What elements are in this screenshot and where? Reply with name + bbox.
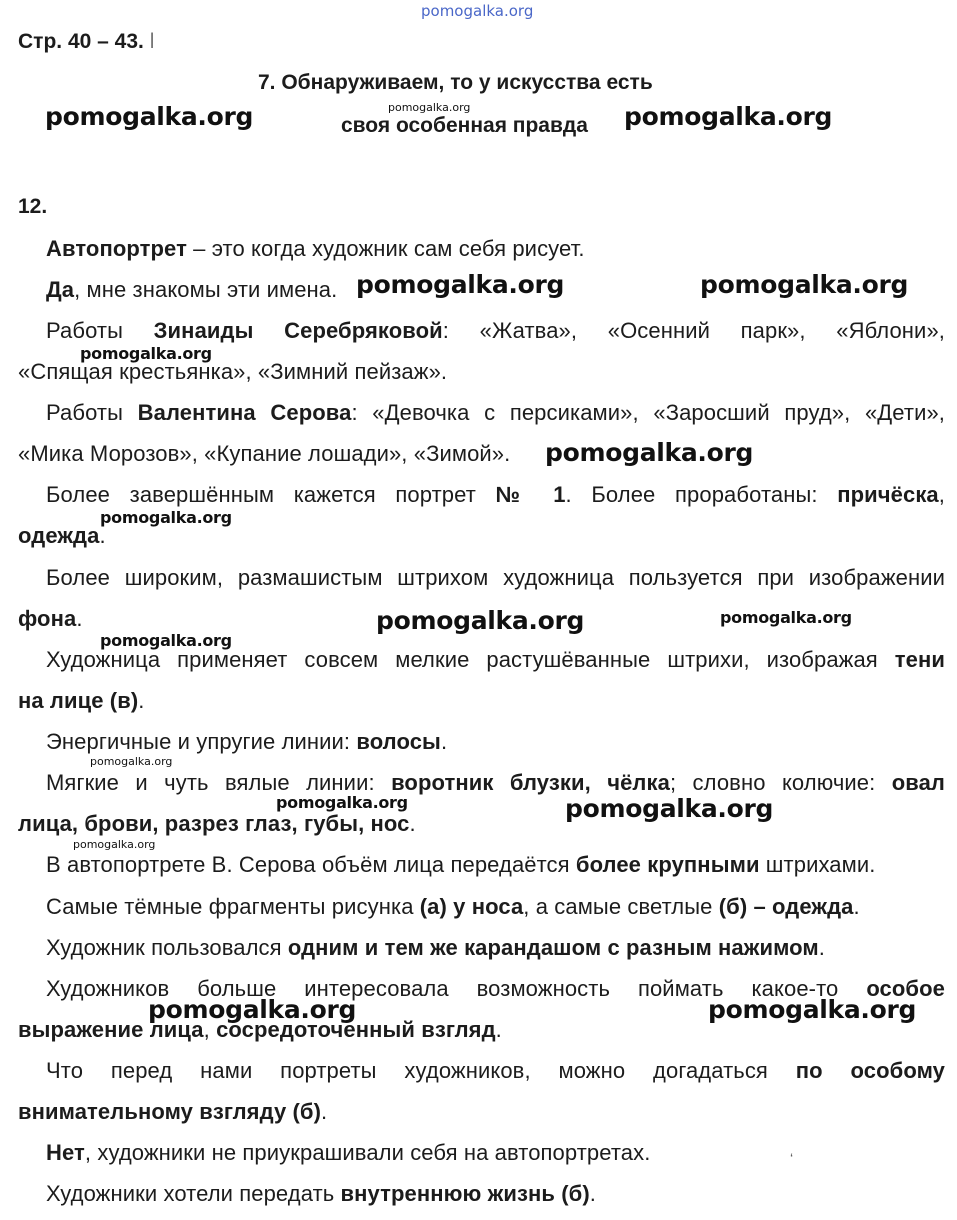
text-line-24: Художники хотели передать внутреннюю жизнь (б). xyxy=(46,1181,597,1206)
watermark-large: pomogalka.org xyxy=(148,995,357,1024)
watermark-tiny: pomogalka.org xyxy=(90,755,173,768)
watermark-tiny: pomogalka.org xyxy=(388,101,471,114)
text-line-23: Нет, художники не приукрашивали себя на автопортретах. xyxy=(46,1140,651,1165)
text-line-10: фона. xyxy=(18,606,83,631)
text-line-5: Работы Валентина Серова: «Девочка с персиками», «Заросший пруд», «Дети», xyxy=(46,400,946,425)
watermark-small: pomogalka.org xyxy=(720,608,852,627)
text-line-6: «Мика Морозов», «Купание лошади», «Зимой». xyxy=(18,441,511,466)
cut-glyph: l xyxy=(149,30,155,53)
watermark-large: pomogalka.org xyxy=(624,102,833,131)
watermark-large: pomogalka.org xyxy=(356,270,565,299)
text-line-9: Более широким, размашистым штрихом художница пользуется при изображении xyxy=(46,565,945,590)
watermark-large: pomogalka.org xyxy=(565,794,774,823)
text-line-15: лица, брови, разрез глаз, губы, нос. xyxy=(18,811,416,836)
watermark-tiny: pomogalka.org xyxy=(73,838,156,851)
task-number: 12. xyxy=(18,195,48,218)
text-line-11: Художница применяет совсем мелкие растушёванные штрихи, изображая тени xyxy=(46,647,945,672)
text-line-17: Самые тёмные фрагменты рисунка (а) у носа, а самые светлые (б) – одежда. xyxy=(46,894,860,919)
watermark-small: pomogalka.org xyxy=(100,631,232,650)
watermark-small: pomogalka.org xyxy=(276,793,408,812)
watermark-small: pomogalka.org xyxy=(100,508,232,527)
text-line-19: Художников больше интересовала возможность поймать какое-то особое xyxy=(46,976,945,1001)
lesson-title-line1: 7. Обнаруживаем, то у искусства есть xyxy=(258,71,653,94)
watermark-small: pomogalka.org xyxy=(80,344,212,363)
lesson-title-line2: своя особенная правда xyxy=(341,114,588,137)
watermark-large: pomogalka.org xyxy=(45,102,254,131)
watermark-large: pomogalka.org xyxy=(700,270,909,299)
text-line-12: на лице (в). xyxy=(18,688,145,713)
watermark-large: pomogalka.org xyxy=(708,995,917,1024)
text-line-4: «Спящая крестьянка», «Зимний пейзаж». xyxy=(18,359,448,384)
text-line-18: Художник пользовался одним и тем же карандашом с разным нажимом. xyxy=(46,935,826,960)
text-line-16: В автопортрете В. Серова объём лица передаётся более крупными штрихами. xyxy=(46,852,876,877)
text-line-8: одежда. xyxy=(18,523,106,548)
text-line-21: Что перед нами портреты художников, можно догадаться по особому xyxy=(46,1058,945,1083)
page-range: Стр. 40 – 43. xyxy=(18,30,144,53)
text-line-13: Энергичные и упругие линии: волосы. xyxy=(46,729,448,754)
watermark-large: pomogalka.org xyxy=(545,438,754,467)
text-line-14: Мягкие и чуть вялые линии: воротник блузки, чёлка; словно колючие: овал xyxy=(46,770,946,795)
watermark-large: pomogalka.org xyxy=(376,606,585,635)
stray-mark: ‘ xyxy=(790,1150,794,1166)
text-line-2: Да, мне знакомы эти имена. xyxy=(46,277,338,302)
page-range-heading xyxy=(18,30,154,54)
text-line-1: Автопортрет – это когда художник сам себя рисует. xyxy=(46,236,585,261)
text-line-20: выражение лица, сосредоточенный взгляд. xyxy=(18,1017,502,1042)
top-watermark: pomogalka.org xyxy=(421,2,534,20)
text-line-22: внимательному взгляду (б). xyxy=(18,1099,328,1124)
text-line-7: Более завершённым кажется портрет № 1. Более проработаны: причёска, xyxy=(46,482,945,507)
text-line-3: Работы Зинаиды Серебряковой: «Жатва», «Осенний парк», «Яблони», xyxy=(46,318,945,343)
